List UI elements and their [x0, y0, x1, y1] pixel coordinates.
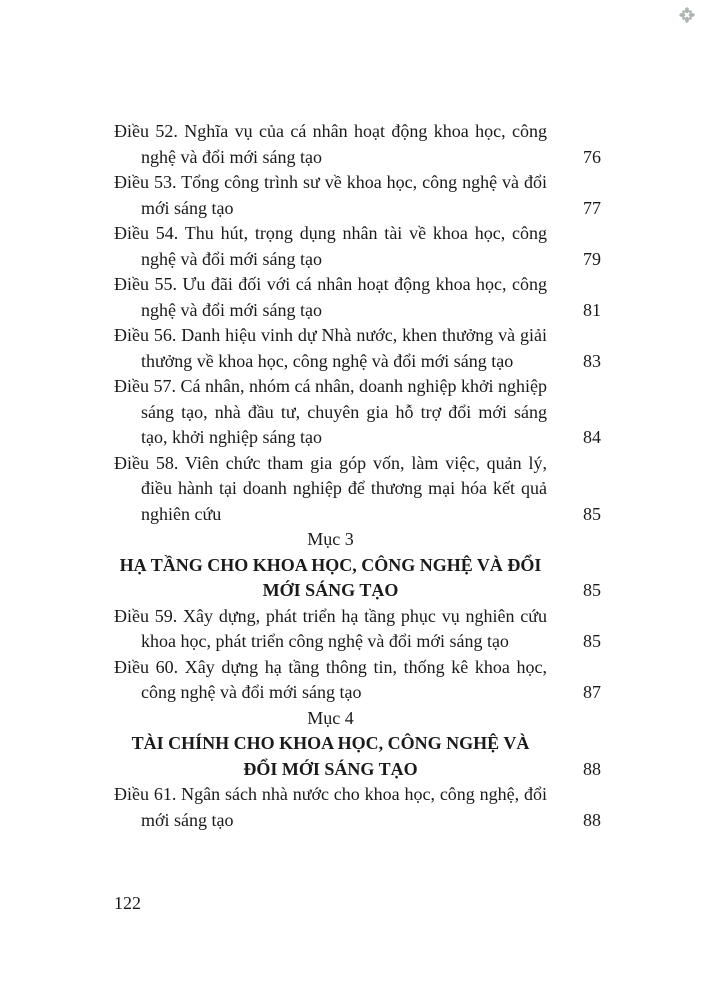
toc-entry — [114, 272, 601, 323]
page-number: 122 — [114, 893, 141, 913]
toc-entry-text: Điều 53. Tổng công trình sư về khoa học, công nghệ và đổi mới sáng tạo — [114, 172, 547, 218]
toc-entry-page: 79 — [583, 248, 601, 269]
toc-entry-page: 76 — [583, 146, 601, 167]
toc-entry — [114, 782, 601, 833]
toc-section-page: 88 — [583, 758, 601, 779]
toc-entry-page: 85 — [583, 631, 601, 651]
toc-entry — [114, 374, 601, 451]
table-of-contents — [114, 119, 601, 833]
toc-entry-page: 88 — [583, 809, 601, 830]
toc-entry — [114, 323, 601, 374]
toc-section-label: Mục 4 — [307, 707, 354, 728]
toc-section — [114, 706, 601, 783]
toc-entry — [114, 604, 601, 655]
toc-entry-page: 84 — [583, 427, 601, 447]
toc-entry-text: Điều 56. Danh hiệu vinh dự Nhà nước, khen thưởng và giải thưởng về khoa học, công nghệ và đổi mới sáng tạo — [114, 325, 547, 371]
toc-entry-page: 83 — [583, 350, 601, 371]
toc-entry-text: Điều 61. Ngân sách nhà nước cho khoa học, công nghệ, đổi mới sáng tạo — [114, 784, 547, 830]
toc-entry — [114, 451, 601, 528]
toc-entry-text: Điều 57. Cá nhân, nhóm cá nhân, doanh nghiệp khởi nghiệp sáng tạo, nhà đầu tư, chuyên gia hỗ trợ đổi mới sáng tạo, khởi nghiệp sáng tạo — [114, 376, 547, 447]
toc-entry-text: Điều 58. Viên chức tham gia góp vốn, làm việc, quản lý, điều hành tại doanh nghiệp để thương mại hóa kết quả nghiên cứu — [114, 452, 547, 524]
toc-entry — [114, 119, 601, 170]
toc-entry-text: Điều 55. Ưu đãi đối với cá nhân hoạt động khoa học, công nghệ và đổi mới sáng tạo — [114, 274, 547, 320]
toc-section-label: Mục 3 — [307, 529, 354, 549]
flower-icon — [679, 7, 695, 23]
toc-entry-text: Điều 59. Xây dựng, phát triển hạ tầng phục vụ nghiên cứu khoa học, phát triển công nghệ và đổi mới sáng tạo — [114, 605, 547, 651]
toc-entry-page: 85 — [583, 503, 601, 524]
toc-entry-text: Điều 54. Thu hút, trọng dụng nhân tài về khoa học, công nghệ và đổi mới sáng tạo — [114, 223, 547, 269]
toc-entry — [114, 221, 601, 272]
toc-entry-text: Điều 60. Xây dựng hạ tầng thông tin, thống kê khoa học, công nghệ và đổi mới sáng tạo — [114, 656, 547, 702]
toc-section-title: HẠ TẦNG CHO KHOA HỌC, CÔNG NGHỆ VÀ ĐỔI MỚI SÁNG TẠO — [119, 554, 542, 600]
toc-section — [114, 527, 601, 604]
toc-entry-page: 87 — [583, 682, 601, 702]
toc-entry-page: 81 — [583, 299, 601, 320]
toc-entry-text: Điều 52. Nghĩa vụ của cá nhân hoạt động khoa học, công nghệ và đổi mới sáng tạo — [114, 121, 547, 167]
toc-section-page: 85 — [583, 580, 601, 600]
toc-section-title: TÀI CHÍNH CHO KHOA HỌC, CÔNG NGHỆ VÀ ĐỔI MỚI SÁNG TẠO — [131, 733, 530, 779]
toc-entry-page: 77 — [583, 197, 601, 218]
toc-entry — [114, 170, 601, 221]
toc-entry — [114, 655, 601, 706]
